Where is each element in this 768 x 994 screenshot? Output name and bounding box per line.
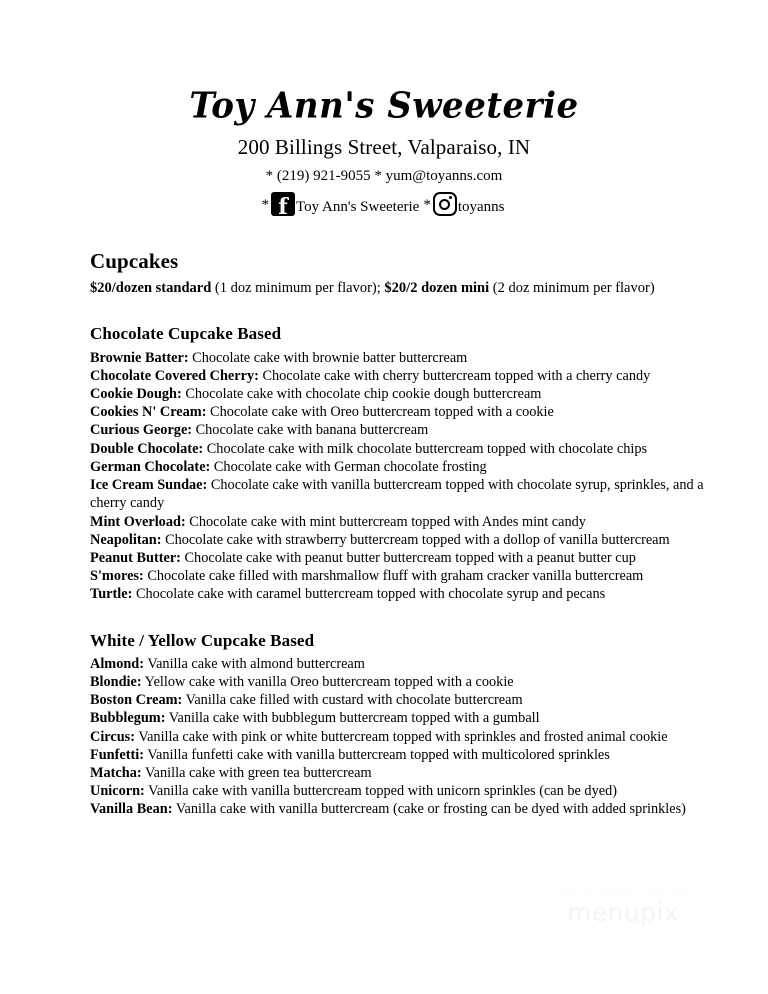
flavor-name: Vanilla Bean:	[90, 801, 173, 818]
flavor-item	[90, 531, 706, 549]
section-title-white-yellow: White / Yellow Cupcake Based	[90, 630, 315, 650]
flavor-name: Unicorn:	[90, 783, 145, 800]
flavor-description: Chocolate cake with cherry buttercream topped with a cherry candy	[258, 367, 651, 384]
flavor-item	[90, 709, 706, 727]
flavor-description: Vanilla cake with green tea buttercream	[141, 764, 372, 781]
flavor-item	[90, 403, 706, 421]
flavor-description: Vanilla cake with bubblegum buttercream topped with a gumball	[165, 710, 540, 727]
flavor-item	[90, 549, 706, 567]
watermark-brand: menupix	[567, 898, 679, 928]
social-row	[0, 192, 768, 216]
flavor-description: Vanilla cake with pink or white buttercream topped with sprinkles and frosted animal cookie	[135, 728, 668, 745]
flavor-name: S'mores:	[90, 568, 144, 585]
flavor-description: Yellow cake with vanilla Oreo buttercream topped with a cookie	[141, 673, 514, 690]
flavor-item	[90, 585, 706, 603]
menu-title: Cupcakes	[90, 249, 179, 274]
flavor-description: Chocolate cake with mint buttercream topped with Andes mint candy	[185, 513, 586, 530]
flavor-item	[90, 746, 706, 764]
price-standard: $20/dozen standard	[90, 279, 212, 296]
flavor-description: Vanilla cake with almond buttercream	[144, 655, 365, 672]
watermark-tagline: find restaurants near you	[555, 884, 691, 895]
flavor-name: Ice Cream Sundae:	[90, 477, 208, 494]
flavor-item	[90, 476, 706, 512]
flavor-name: Matcha:	[90, 764, 142, 781]
facebook-handle: Toy Ann's Sweeterie	[296, 198, 420, 215]
menu-content	[0, 249, 768, 818]
flavor-description: Vanilla cake filled with custard with chocolate buttercream	[182, 692, 523, 709]
social-star-facebook: *	[261, 196, 270, 213]
flavor-item	[90, 385, 706, 403]
flavor-item	[90, 782, 706, 800]
price-mini-note: (2 doz minimum per flavor)	[489, 279, 655, 296]
flavor-name: Peanut Butter:	[90, 549, 181, 566]
flavor-item	[90, 673, 706, 691]
section-white-yellow	[90, 630, 706, 819]
flavor-name: Blondie:	[90, 673, 142, 690]
flavor-name: Neapolitan:	[90, 531, 162, 548]
flavor-name: Mint Overload:	[90, 513, 186, 530]
flavor-item	[90, 728, 706, 746]
shop-address: 200 Billings Street, Valparaiso, IN	[237, 135, 531, 160]
flavor-name: Brownie Batter:	[90, 349, 189, 366]
flavor-item	[90, 367, 706, 385]
flavor-name: Cookies N' Cream:	[90, 404, 207, 421]
watermark	[528, 884, 718, 929]
flavor-item	[90, 800, 706, 818]
facebook-icon[interactable]	[271, 192, 295, 216]
instagram-icon[interactable]	[433, 192, 457, 216]
flavor-item	[90, 349, 706, 367]
flavor-description: Chocolate cake with strawberry buttercream topped with a dollop of vanilla buttercream	[161, 531, 670, 548]
price-mini: $20/2 dozen mini	[384, 279, 490, 296]
flavor-description: Vanilla funfetti cake with vanilla buttercream topped with multicolored sprinkles	[144, 746, 610, 763]
flavor-description: Chocolate cake with vanilla buttercream topped with chocolate syrup, sprinkles, and a cherry candy	[90, 477, 704, 512]
flavor-list-white-yellow	[90, 655, 706, 819]
flavor-item	[90, 421, 706, 439]
flavor-description: Chocolate cake with caramel buttercream topped with chocolate syrup and pecans	[132, 586, 606, 603]
social-star-instagram: *	[423, 196, 431, 213]
flavor-item	[90, 764, 706, 782]
flavor-name: Curious George:	[90, 422, 193, 439]
flavor-description: Chocolate cake filled with marshmallow fluff with graham cracker vanilla buttercream	[143, 568, 644, 585]
flavor-description: Chocolate cake with Oreo buttercream topped with a cookie	[206, 404, 554, 421]
pricing-line	[90, 279, 706, 298]
flavor-name: Circus:	[90, 728, 136, 745]
flavor-item	[90, 513, 706, 531]
menu-header	[0, 0, 768, 216]
flavor-item	[90, 440, 706, 458]
flavor-name: Funfetti:	[90, 746, 144, 763]
flavor-description: Chocolate cake with peanut butter buttercream topped with a peanut butter cup	[180, 549, 636, 566]
flavor-name: Turtle:	[90, 586, 133, 603]
flavor-item	[90, 458, 706, 476]
flavor-description: Chocolate cake with German chocolate frosting	[210, 458, 487, 475]
shop-contact: * (219) 921-9055 * yum@toyanns.com	[265, 167, 503, 184]
flavor-list-chocolate	[90, 349, 706, 604]
flavor-description: Vanilla cake with vanilla buttercream topped with unicorn sprinkles (can be dyed)	[144, 783, 617, 800]
flavor-name: Almond:	[90, 655, 145, 672]
section-chocolate	[90, 323, 706, 603]
flavor-name: Double Chocolate:	[90, 440, 204, 457]
flavor-name: Bubblegum:	[90, 710, 166, 727]
flavor-name: Cookie Dough:	[90, 386, 182, 403]
flavor-name: Chocolate Covered Cherry:	[90, 367, 259, 384]
flavor-description: Chocolate cake with brownie batter buttercream	[188, 349, 468, 366]
price-standard-note: (1 doz minimum per flavor);	[211, 279, 385, 296]
flavor-description: Chocolate cake with milk chocolate buttercream topped with chocolate chips	[203, 440, 648, 457]
section-title-chocolate: Chocolate Cupcake Based	[90, 324, 282, 344]
flavor-item	[90, 567, 706, 585]
instagram-handle: toyanns	[457, 198, 505, 215]
flavor-description: Vanilla cake with vanilla buttercream (cake or frosting can be dyed with added sprinkles)	[172, 801, 686, 818]
flavor-description: Chocolate cake with chocolate chip cookie dough buttercream	[181, 386, 542, 403]
flavor-name: Boston Cream:	[90, 692, 183, 709]
shop-name: Toy Ann's Sweeterie	[189, 85, 579, 127]
flavor-item	[90, 655, 706, 673]
flavor-description: Chocolate cake with banana buttercream	[192, 422, 429, 439]
flavor-name: German Chocolate:	[90, 458, 211, 475]
flavor-item	[90, 691, 706, 709]
